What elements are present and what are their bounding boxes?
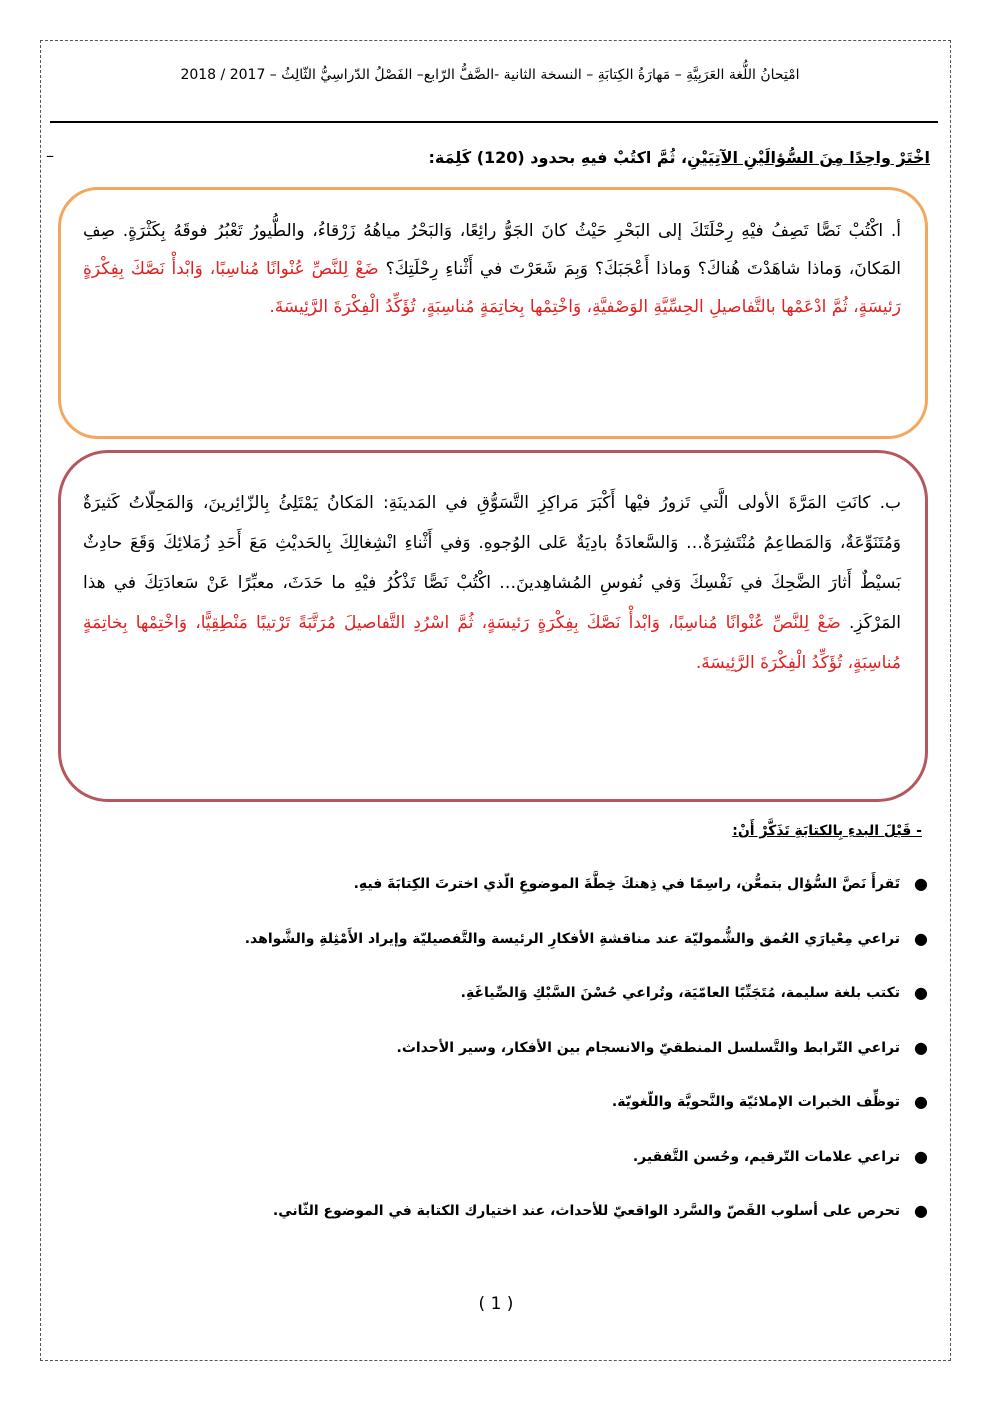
bullet-icon: ●: [914, 983, 928, 1002]
bullet-icon: ●: [914, 874, 928, 893]
question-b-emphasis: ضَعْ لِلنَّصِّ عُنْوانًا مُناسِبًا، وَابْدأْ نَصَّكَ بِفِكْرَةٍ رَئيسَةٍ، ثُمَّ اسْرُدِ التَّفاصيلَ مُرَتَّبَةً تَرْتيبًا مَنْطِقِيًّا، وَاخْتِمْها بِخاتِمَةٍ مُناسِبَةٍ، تُؤَكِّدُ الْفِكْرَةَ الرَّئِيسَةَ.: [83, 613, 901, 673]
reminders-list: [150, 872, 930, 1254]
reminders-heading: - قَبْلَ البدءِ بِالكتابَةِ تَذَكَّرْ أَنْ:: [732, 823, 922, 839]
instruction-rest: ، ثُمَّ اكتُبْ فيهِ بحدود (120) كَلِمَة:: [428, 148, 688, 167]
bullet-icon: ●: [914, 1146, 928, 1166]
instruction-dash: –: [46, 146, 54, 165]
list-item: ● تحرص على أسلوب القَصّ والسَّرد الواقعيّ للأحداث، عند اختيارك الكتابة في الموضوع الثّاني.: [150, 1199, 930, 1254]
instruction-line: [428, 146, 930, 170]
header-rule: [50, 121, 938, 123]
list-item: ● توظِّف الخبرات الإملائيّة والنَّحويَّة واللّغويّة.: [150, 1090, 930, 1145]
question-a-body: أ. اكْتُبْ نَصًّا تَصِفُ فيْهِ رِحْلَتَكَ إلى البَحْرِ حَيْثُ كانَ الجَوُّ رائِعًا، وَالبَحْرُ مياهُهُ زَرْقاءُ، والطُّيورُ تَعْبُرُ فوقَهُ بِكَثْرَةٍ. صِفِ المَكانَ، وَماذا شاهَدْتَ هُناكَ؟ وَماذا أَعْجَبَكَ؟ وَبِمَ شَعَرْتَ في أَثْناءِ رِحْلَتِكَ؟: [83, 221, 902, 279]
list-item: ● تراعي التّرابط والتَّسلسل المنطقيّ والانسجام بين الأفكار، وسير الأحداث.: [150, 1036, 930, 1091]
bullet-icon: ●: [914, 1201, 928, 1220]
question-a-emphasis: ضَعْ لِلنَّصِّ عُنْوانًا مُناسِبًا، وَابْدأْ نَصَّكَ بِفِكْرَةٍ رَئيسَةٍ، ثُمَّ ادْعَمْها بالتَّفاصيلِ الحِسِّيَّةِ الوَصْفيَّةِ، وَاخْتِمْها بِخاتِمَةٍ مُناسِبَةٍ، تُؤَكِّدُ الْفِكْرَةَ الرَّئِيسَةَ.: [83, 259, 901, 317]
list-item: ● تراعي علامات التّرقيم، وحُسن التَّفقير.: [150, 1145, 930, 1200]
question-a-box: [58, 187, 928, 439]
list-item: ● تراعي مِعْيارَي العُمق والشُّموليّة عند مناقشةِ الأفكارِ الرئيسة والتَّفصيليّة وإيراد الأَمْثِلةِ والشَّواهد.: [150, 927, 930, 982]
list-item: ● تَقرأَ نَصَّ السُّؤال بتمعُّن، راسِمًا في ذِهنكَ خِطَّةَ الموضوعِ الّذي اخترتَ الكِتابَةَ فيهِ.: [150, 872, 930, 927]
bullet-icon: ●: [914, 1092, 928, 1111]
question-b-text: [83, 483, 901, 683]
instruction-underlined: اخْتَرْ واحِدًا مِنَ السُّؤالَيْنِ الآتِيَيْنِ: [687, 148, 930, 167]
question-b-box: [58, 450, 928, 802]
question-b-body: ب. كانَتِ المَرَّةَ الأولى الَّتي تَزورُ فيْها أَكْبَرَ مَراكِزِ التَّسَوُّقِ في المَدينَةِ: المَكانُ يَمْتَلِئُ بِالزّائِرينَ، وَالمَحِلّاتُ كَثيرَةٌ وَمُتَنَوِّعَةٌ، وَالمَطاعِمُ مُنْتَشِرَةٌ… وَالسَّعادَةُ بادِيَةٌ عَلى الوُجوهِ. وَفي أَثْناءِ انْشِغالِكَ بِالحَديْثِ مَعَ أَحَدِ زُمَلائِكَ وَقَعَ حادِثٌ بَسيْطٌ أَثارَ الضَّحِكَ في نَفْسِكَ وَفي نُفوسِ المُشاهِدينَ… اكْتُبْ نَصًّا تَذْكُرُ فيْهِ ما حَدَثَ، معبِّرًا عَنْ سَعادَتِكَ في هذا المَرْكَزِ.: [83, 493, 901, 633]
page-number: ( 1 ): [478, 1294, 514, 1314]
bullet-icon: ●: [914, 1037, 928, 1057]
list-item: ● تكتب بلغة سليمة، مُتَجَنِّبًا العامّيَة، وتُراعي حُسْنَ السَّبْكِ وَالصِّياغَةِ.: [150, 981, 930, 1036]
question-a-text: [83, 212, 901, 326]
bullet-icon: ●: [914, 928, 928, 948]
exam-header: امْتِحانُ اللُّغة العَرَبِيَّةِ – مَهارَةُ الكِتابَةِ – النسخة الثانية -الصَّفُّ الرّابع– الفَصْلُ الدّراسِيُّ الثّالِثُ – 2017 / 2018: [180, 67, 800, 83]
